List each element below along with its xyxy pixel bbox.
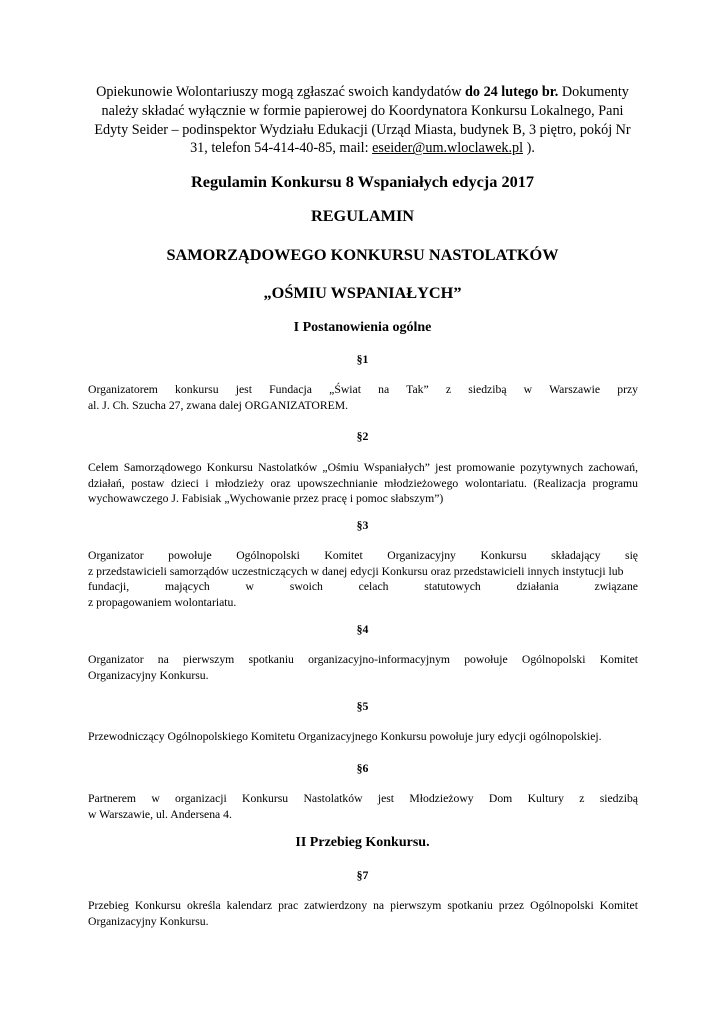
intro-text-2: Dokumenty należy składać wyłącznie w formie papierowej do Koordynatora Konkursu Lokalnego, Pani Edyty Seider – podinspektor Wydziału Edukacji (Urząd Miasta, budynek B, 3 piętro, pokój Nr 31, telefon 54-414-40-85, mail: [94,84,631,157]
document-title: Regulamin Konkursu 8 Wspaniałych edycja 2017 [190,172,535,191]
heading-regulamin: REGULAMIN [310,206,415,225]
paragraph-5 [88,729,638,745]
section-heading-2: II Przebieg Konkursu. [295,835,430,850]
paragraph-1 [88,382,638,413]
paragraph-6-line: Partnerem w organizacji Konkursu Nastolatków jest Młodzieżowy Dom Kultury z siedzibą [88,792,638,805]
paragraph-7-line: Organizacyjny Konkursu. [88,914,209,928]
intro-text-3: ). [523,140,535,157]
paragraph-7-line: Przebieg Konkursu określa kalendarz prac zatwierdzony na pierwszym spotkaniu przez Ogólnopolski Komitet [88,899,638,912]
paragraph-3-line: z przedstawicieli samorządów uczestniczących w danej edycji Konkursu oraz przedstawicieli innych instytucji lub [88,564,624,578]
paragraph-mark-4: §4 [356,622,369,636]
paragraph-2-line: wychowawczego J. Fabisiak „Wychowanie przez pracę i pomoc słabszym”) [88,492,444,505]
paragraph-3 [88,548,638,610]
paragraph-4-line: Organizator na pierwszym spotkaniu organizacyjno-informacyjnym powołuje Ogólnopolski Komitet [88,653,638,666]
paragraph-mark-1: §1 [356,352,369,366]
section-heading-1: I Postanowienia ogólne [293,320,432,335]
intro-deadline: do 24 lutego br. [465,84,559,100]
heading-konkurs: SAMORZĄDOWEGO KONKURSU NASTOLATKÓW [166,245,559,264]
paragraph-2 [88,460,638,507]
paragraph-6-line: w Warszawie, ul. Andersena 4. [88,807,232,821]
paragraph-mark-5: §5 [356,699,369,713]
paragraph-mark-3: §3 [356,518,369,532]
intro-paragraph [84,83,641,158]
paragraph-4-line: Organizacyjny Konkursu. [88,668,209,682]
paragraph-3-line: Organizator powołuje Ogólnopolski Komitet Organizacyjny Konkursu składający się [88,549,638,562]
heading-osmiu: „OŚMIU WSPANIAŁYCH” [263,283,462,302]
paragraph-3-line: fundacji, mających w swoich celach statutowych działania związane [88,580,638,593]
paragraph-2-line: działań, postaw dzieci i młodzieży oraz upowszechnianie młodzieżowego wolontariatu. (Realizacja programu [88,476,638,490]
paragraph-mark-2: §2 [356,429,369,443]
paragraph-mark-6: §6 [356,761,369,775]
intro-text-1: Opiekunowie Wolontariuszy mogą zgłaszać swoich kandydatów [96,84,466,100]
paragraph-5-line: Przewodniczący Ogólnopolskiego Komitetu Organizacyjnego Konkursu powołuje jury edycji ogólnopolskiej. [88,730,602,743]
paragraph-2-line: Celem Samorządowego Konkursu Nastolatków „Ośmiu Wspaniałych” jest promowanie pozytywnych zachowań, [88,461,638,474]
email-link[interactable]: eseider@um.wloclawek.pl [372,140,524,157]
paragraph-3-line: z propagowaniem wolontariatu. [88,595,237,609]
paragraph-6 [88,791,638,822]
paragraph-4 [88,652,638,683]
paragraph-7 [88,898,638,929]
paragraph-1-line: al. J. Ch. Szucha 27, zwana dalej ORGANIZATOREM. [88,398,349,412]
paragraph-mark-7: §7 [356,868,369,882]
paragraph-1-line: Organizatorem konkursu jest Fundacja „Świat na Tak” z siedzibą w Warszawie przy [88,383,638,396]
